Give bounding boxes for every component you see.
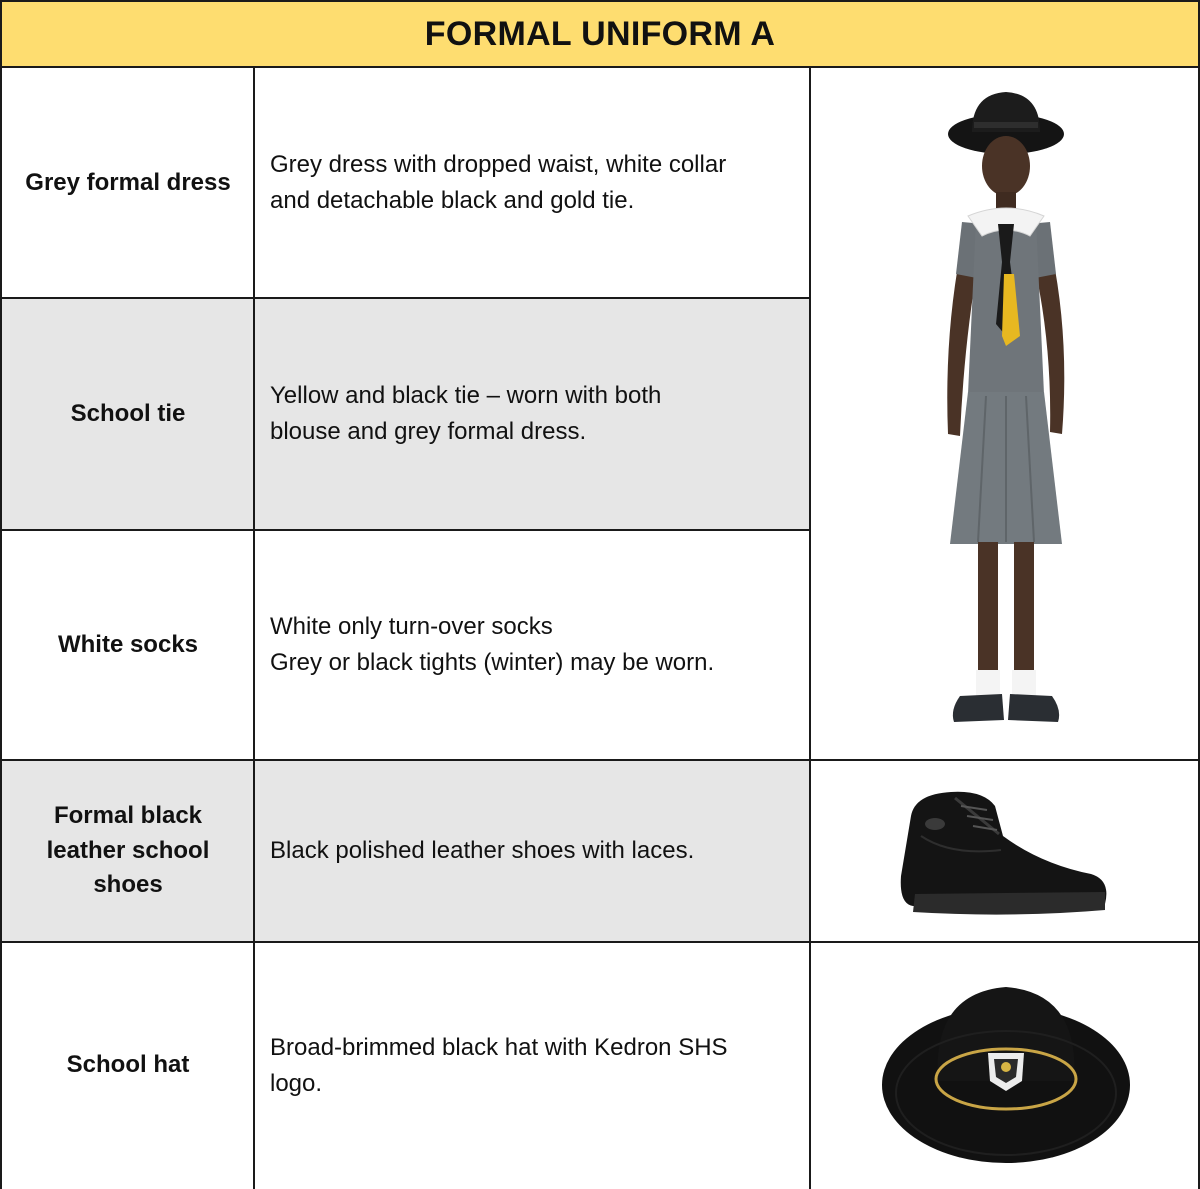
row-divider xyxy=(0,297,811,299)
description-line: Grey dress with dropped waist, white collar xyxy=(270,151,727,178)
description-line: logo. xyxy=(270,1069,323,1097)
item-description-school-tie xyxy=(254,298,810,530)
hat-icon xyxy=(876,957,1136,1177)
item-description-school-hat xyxy=(254,942,810,1189)
item-description-school-shoes xyxy=(254,760,810,942)
description-line: Broad-brimmed black hat with Kedron SHS xyxy=(270,1033,728,1061)
description-line: Yellow and black tie – worn with both xyxy=(270,382,662,409)
row-divider xyxy=(0,941,1200,943)
table-border-left xyxy=(0,68,2,1189)
row-divider xyxy=(0,759,1200,761)
column-divider xyxy=(809,68,811,1189)
description-line: and detachable black and gold tie. xyxy=(270,187,635,214)
item-description-grey-formal-dress xyxy=(254,68,810,298)
student-in-formal-dress-image xyxy=(812,70,1200,758)
school-shoe-image xyxy=(812,762,1200,940)
item-label-white-socks: White socks xyxy=(57,630,199,658)
title-bar xyxy=(0,0,1200,68)
description-line: blouse and grey formal dress. xyxy=(270,418,587,445)
item-label-school-tie: School tie xyxy=(2,298,254,530)
shoe-icon xyxy=(891,776,1121,926)
column-divider xyxy=(253,68,255,1189)
student-figure-icon xyxy=(906,74,1106,754)
item-label-grey-formal-dress: Grey formal dress xyxy=(25,168,231,196)
description-line: Grey or black tights (winter) may be worn. xyxy=(270,649,715,676)
item-label-school-shoes: Formal black leather school shoes xyxy=(2,760,254,942)
item-description-white-socks xyxy=(254,530,810,760)
school-hat-image xyxy=(812,944,1200,1189)
item-label-school-hat: School hat xyxy=(66,1051,190,1079)
description-line: Black polished leather shoes with laces. xyxy=(270,837,695,864)
page-title: FORMAL UNIFORM A xyxy=(424,14,776,53)
row-divider xyxy=(0,529,811,531)
description-line: White only turn-over socks xyxy=(270,613,553,640)
